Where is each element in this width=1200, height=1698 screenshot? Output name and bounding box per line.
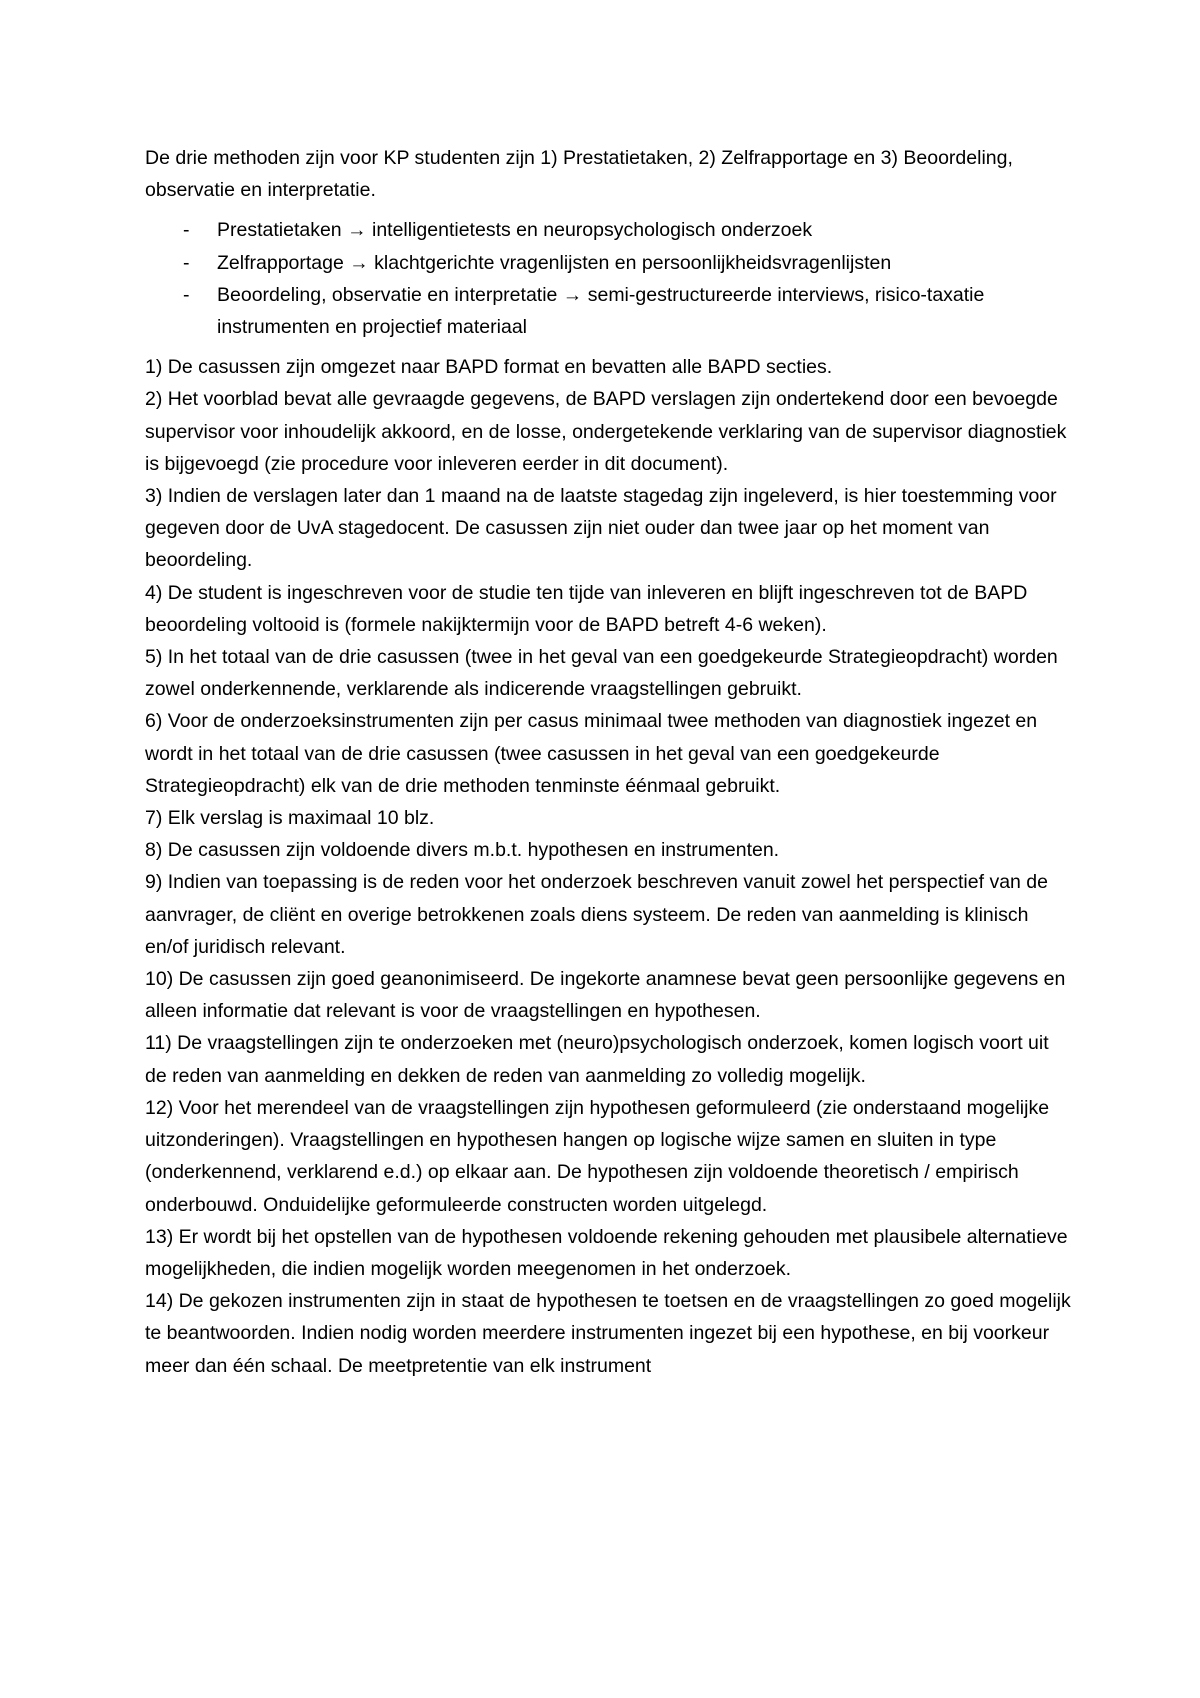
criterion-paragraph: 12) Voor het merendeel van de vraagstellingen zijn hypothesen geformuleerd (zie onderstaand mogelijke uitzonderingen). Vraagstellingen en hypothesen hangen op logische wijze samen en sluiten in type (onderkennend, verklarend e.d.) op elkaar aan. De hypothesen zijn voldoende theoretisch / empirisch onderbouwd. Onduidelijke geformuleerde constructen worden uitgelegd. xyxy=(145,1096,1050,1216)
bullet-marker: - xyxy=(183,219,190,242)
bullet-marker: - xyxy=(183,251,190,274)
document-body xyxy=(145,142,1075,1382)
list-item xyxy=(145,247,1075,279)
criterion-paragraph: 14) De gekozen instrumenten zijn in staat de hypothesen te toetsen en de vraagstellingen zo goed mogelijk te beantwoorden. Indien nodig worden meerdere instrumenten ingezet bij een hypothese, en bij voorkeur meer dan één schaal. De meetpretentie van elk instrument xyxy=(145,1290,1071,1377)
criterion-paragraph: 10) De casussen zijn goed geanonimiseerd. De ingekorte anamnese bevat geen persoonlijke gegevens en alleen informatie dat relevant is voor de vraagstellingen en hypothesen. xyxy=(145,968,1066,1023)
bullet-marker: - xyxy=(183,283,190,306)
list-item-text: Zelfrapportage → klachtgerichte vragenlijsten en persoonlijkheidsvragenlijsten xyxy=(217,251,892,274)
criterion-paragraph: 8) De casussen zijn voldoende divers m.b.t. hypothesen en instrumenten. xyxy=(145,839,780,862)
criterion-paragraph: 4) De student is ingeschreven voor de studie ten tijde van inleveren en blijft ingeschreven tot de BAPD beoordeling voltooid is (formele nakijktermijn voor de BAPD betreft 4-6 weken). xyxy=(145,581,1028,636)
criterion-paragraph: 13) Er wordt bij het opstellen van de hypothesen voldoende rekening gehouden met plausibele alternatieve mogelijkheden, die indien mogelijk worden meegenomen in het onderzoek. xyxy=(145,1225,1068,1280)
criterion-paragraph: 7) Elk verslag is maximaal 10 blz. xyxy=(145,807,435,830)
methods-list xyxy=(145,214,1075,343)
list-item-text: Beoordeling, observatie en interpretatie → semi-gestructureerde interviews, risico-taxatie instrumenten en projectief materiaal xyxy=(217,283,985,339)
criterion-paragraph: 1) De casussen zijn omgezet naar BAPD format en bevatten alle BAPD secties. xyxy=(145,356,833,379)
intro-paragraph: De drie methoden zijn voor KP studenten zijn 1) Prestatietaken, 2) Zelfrapportage en 3) Beoordeling, observatie en interpretatie. xyxy=(145,147,1013,202)
criterion-paragraph: 6) Voor de onderzoeksinstrumenten zijn per casus minimaal twee methoden van diagnostiek ingezet en wordt in het totaal van de drie casussen (twee casussen in het geval van een goedgekeurde Strategieopdracht) elk van de drie methoden tenminste éénmaal gebruikt. xyxy=(145,710,1038,797)
criterion-paragraph: 11) De vraagstellingen zijn te onderzoeken met (neuro)psychologisch onderzoek, komen logisch voort uit de reden van aanmelding en dekken de reden van aanmelding zo volledig mogelijk. xyxy=(145,1032,1049,1087)
list-item xyxy=(145,279,1075,343)
criterion-paragraph: 2) Het voorblad bevat alle gevraagde gegevens, de BAPD verslagen zijn ondertekend door een bevoegde supervisor voor inhoudelijk akkoord, en de losse, ondergetekende verklaring van de supervisor diagnostiek is bijgevoegd (zie procedure voor inleveren eerder in dit document). xyxy=(145,388,1067,475)
criterion-paragraph: 3) Indien de verslagen later dan 1 maand na de laatste stagedag zijn ingeleverd, is hier toestemming voor gegeven door de UvA stagedocent. De casussen zijn niet ouder dan twee jaar op het moment van beoordeling. xyxy=(145,485,1057,572)
criterion-paragraph: 5) In het totaal van de drie casussen (twee in het geval van een goedgekeurde Strategieopdracht) worden zowel onderkennende, verklarende als indicerende vraagstellingen gebruikt. xyxy=(145,646,1058,701)
list-item-text: Prestatietaken → intelligentietests en neuropsychologisch onderzoek xyxy=(217,219,813,242)
list-item xyxy=(145,214,1075,246)
criteria-list xyxy=(145,351,1075,1382)
criterion-paragraph: 9) Indien van toepassing is de reden voor het onderzoek beschreven vanuit zowel het perspectief van de aanvrager, de cliënt en overige betrokkenen zoals diens systeem. De reden van aanmelding is klinisch en/of juridisch relevant. xyxy=(145,871,1048,958)
